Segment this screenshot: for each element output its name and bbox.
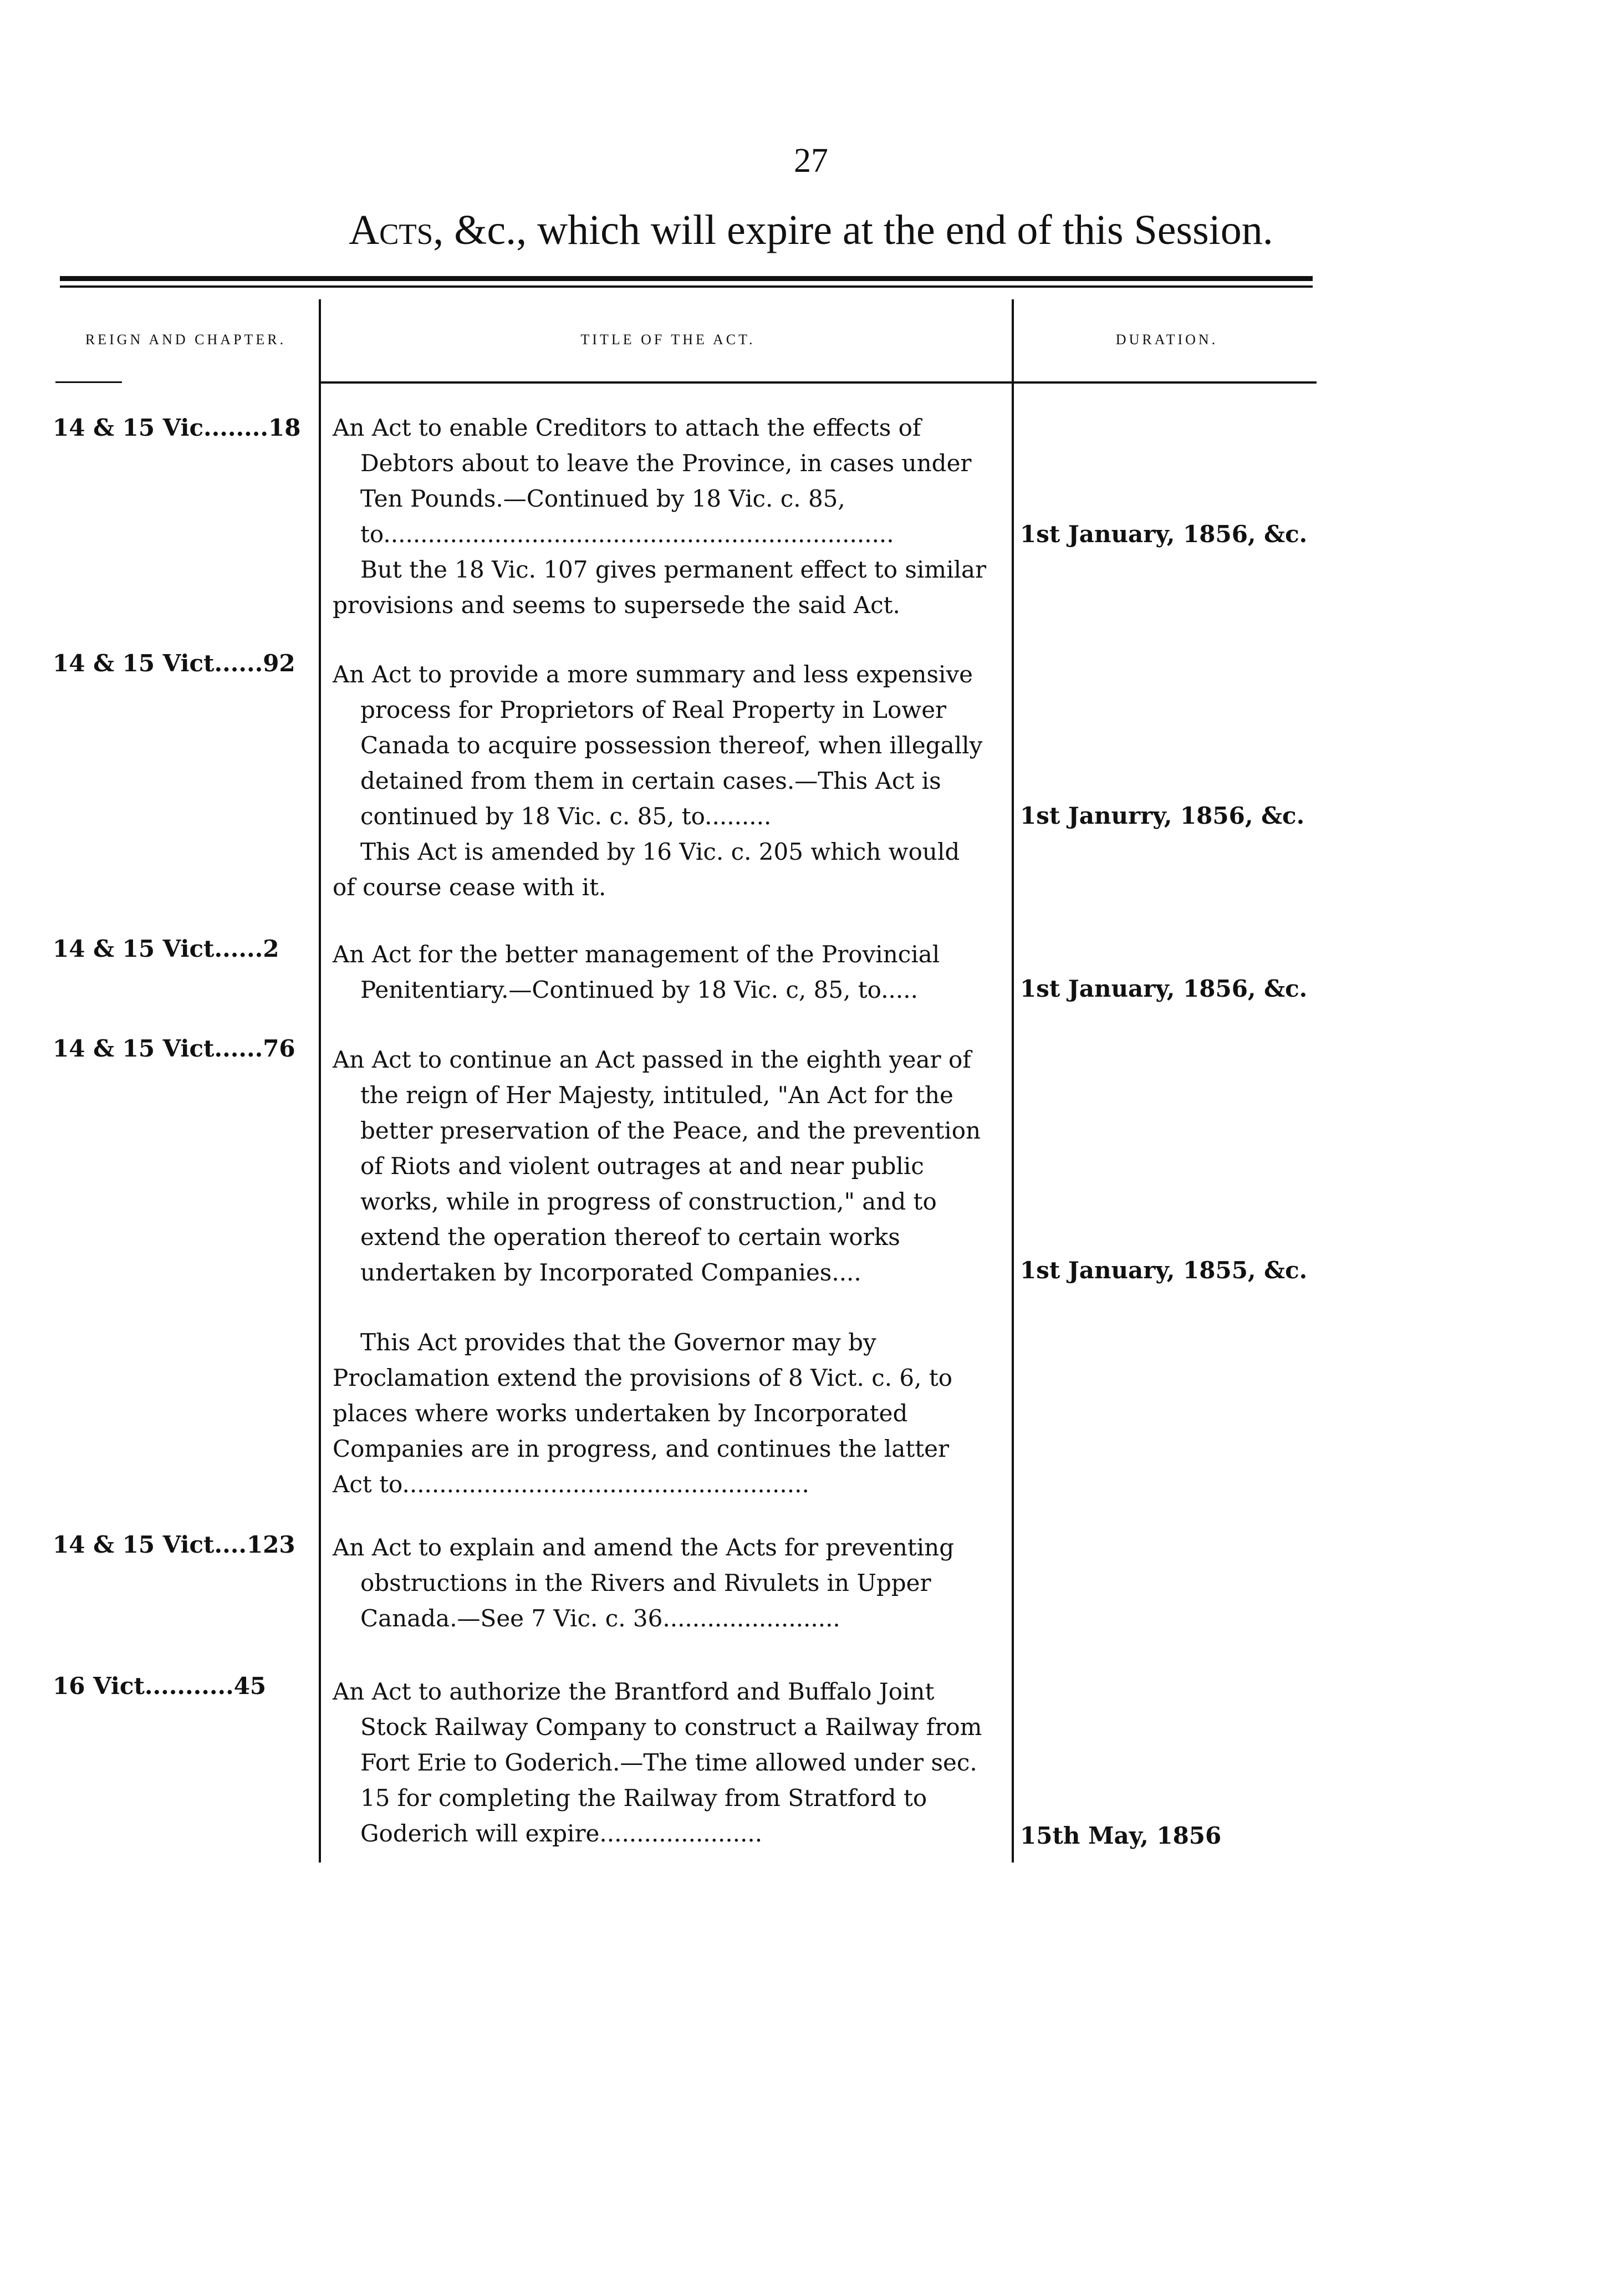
header-rule — [319, 381, 1317, 384]
row-3-reign: 14 & 15 Vict......2 — [53, 935, 279, 962]
row-2-reign: 14 & 15 Vict......92 — [53, 650, 295, 677]
row-1-paragraph-1: An Act to enable Creditors to attach the effects of Debtors about to leave the Province, in cases under Ten Pounds.—Continued by 18 Vic. c. 85, to..................................................................... — [333, 414, 972, 548]
row-2-paragraph-1: An Act to provide a more summary and less expensive process for Proprietors of Real Property in Lower Canada to acquire possession thereof, when illegally detained from them in certain cases.—This Act is continued by 18 Vic. c. 85, to......... — [333, 661, 983, 830]
row-4-title — [333, 1042, 987, 1502]
row-4-reign: 14 & 15 Vict......76 — [53, 1035, 295, 1062]
row-5-reign: 14 & 15 Vict....123 — [53, 1531, 295, 1558]
row-1-duration: 1st January, 1856, &c. — [1020, 521, 1308, 548]
row-4-paragraph-2: This Act provides that the Governor may by Proclamation extend the provisions of 8 Vict. c. 6, to places where works undertaken by Incorporated Companies are in progress, and continues the latter Act to....................................................... — [333, 1329, 953, 1498]
row-6-reign: 16 Vict...........45 — [53, 1672, 267, 1700]
page-title-prefix: Acts — [349, 207, 433, 253]
row-4-duration: 1st January, 1855, &c. — [1020, 1257, 1308, 1284]
row-1-title — [333, 410, 987, 623]
page-title — [0, 205, 1622, 255]
page-title-rest: , &c., which will expire at the end of this Session. — [433, 207, 1273, 253]
title-rule-thick — [60, 276, 1313, 281]
row-2-duration: 1st Janurry, 1856, &c. — [1020, 802, 1305, 829]
row-5-paragraph-1: An Act to explain and amend the Acts for preventing obstructions in the Rivers and Rivulets in Upper Canada.—See 7 Vic. c. 36........................ — [333, 1534, 955, 1632]
row-4-paragraph-1: An Act to continue an Act passed in the eighth year of the reign of Her Majesty, intituled, "An Act for the better preservation of the Peace, and the prevention of Riots and violent outrages at and near public works, while in progress of construction," and to extend the operation thereof to certain works undertaken by Incorporated Companies.... — [333, 1046, 981, 1286]
row-2-title — [333, 657, 987, 905]
column-divider-left — [319, 299, 321, 1863]
page-number: 27 — [794, 142, 828, 180]
row-1-paragraph-2: But the 18 Vic. 107 gives permanent effect to similar provisions and seems to supersede the said Act. — [333, 556, 987, 619]
row-5-title — [333, 1530, 987, 1636]
column-divider-right — [1012, 299, 1014, 1863]
title-rule-thin — [60, 285, 1313, 288]
row-2-paragraph-2: This Act is amended by 16 Vic. c. 205 which would of course cease with it. — [333, 838, 960, 901]
header-rule-reign — [55, 381, 122, 383]
header-duration: DURATION. — [1115, 331, 1218, 348]
row-3-duration: 1st January, 1856, &c. — [1020, 975, 1308, 1002]
row-1-reign: 14 & 15 Vic........18 — [53, 414, 301, 441]
header-title-of-the-act: TITLE OF THE ACT. — [580, 331, 756, 348]
row-6-paragraph-1: An Act to authorize the Brantford and Buffalo Joint Stock Railway Company to construct a Railway from Fort Erie to Goderich.—The time allowed under sec. 15 for completing the Railway from Stratford to Goderich will expire...................... — [333, 1678, 982, 1847]
row-6-duration: 15th May, 1856 — [1020, 1822, 1222, 1849]
row-6-title — [333, 1674, 987, 1851]
header-reign-and-chapter: REIGN AND CHAPTER. — [85, 331, 287, 348]
row-3-paragraph-1: An Act for the better management of the Provincial Penitentiary.—Continued by 18 Vic. c, 85, to..... — [333, 941, 940, 1003]
row-3-title — [333, 937, 987, 1008]
